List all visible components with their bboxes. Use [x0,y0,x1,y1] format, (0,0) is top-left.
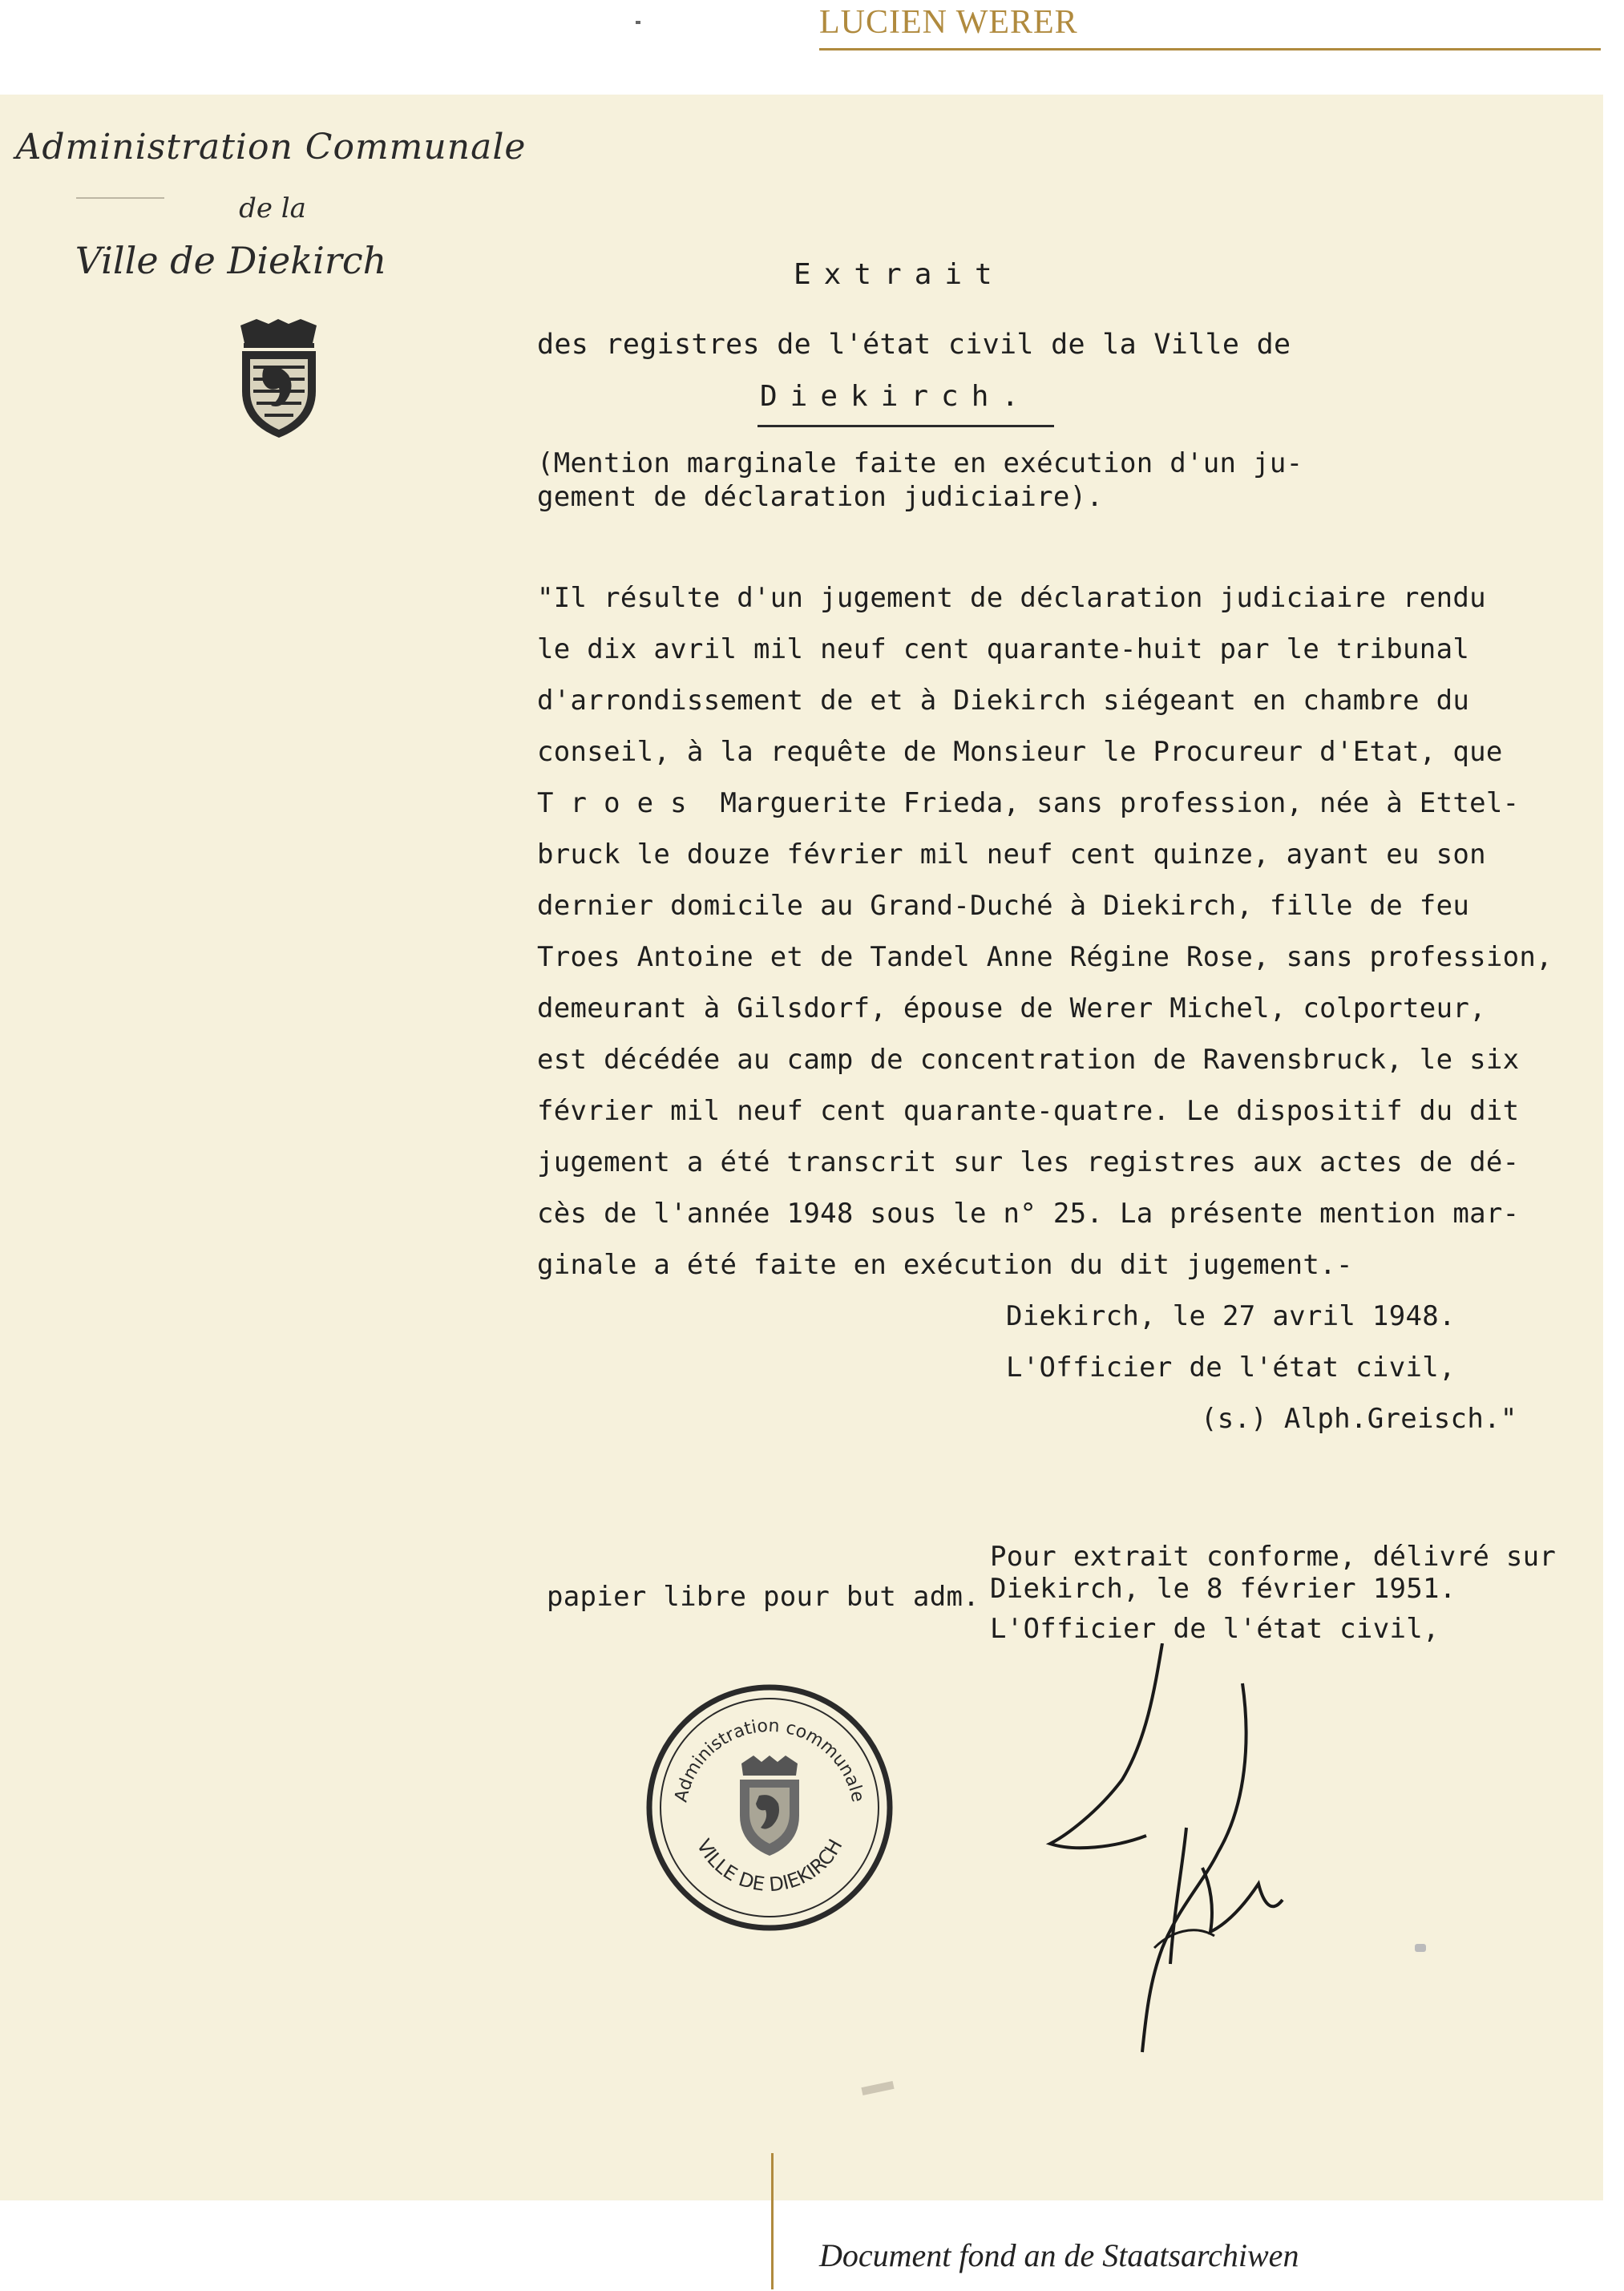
body-line-10: est décédée au camp de concentration de Ravensbruck, le six [537,1044,1520,1076]
officer-title: L'Officier de l'état civil, [1006,1352,1456,1384]
handwritten-signature [1042,1643,1331,2060]
certification-line-3: L'Officier de l'état civil, [990,1613,1440,1645]
letterhead-line-1: Administration Communale [15,127,527,168]
scan-speck [636,21,640,24]
body-line-4: conseil, à la requête de Monsieur le Procureur d'Etat, que [537,736,1503,768]
coat-of-arms-icon [232,319,325,439]
mention-line-1: (Mention marginale faite en exécution d'un ju- [537,447,1303,479]
mention-line-2: gement de déclaration judiciaire). [537,481,1104,513]
body-line-14: ginale a été faite en exécution du dit jugement.- [537,1249,1353,1281]
certification-line-2-right: Diekirch, le 8 février 1951. [990,1573,1456,1605]
body-line-9: demeurant à Gilsdorf, épouse de Werer Michel, colporteur, [537,992,1486,1024]
body-line-11: février mil neuf cent quarante-quatre. Le dispositif du dit [537,1095,1520,1127]
signed-name: (s.) Alph.Greisch." [1201,1403,1517,1435]
footer-caption: Document fond an de Staatsarchiwen [819,2237,1299,2273]
letterhead-line-2: de la [239,192,306,224]
official-stamp [637,1675,902,1940]
header-rule [819,48,1601,51]
document-city: Diekirch. [760,380,1032,413]
document-title: Extrait [794,258,1005,291]
document-subtitle: des registres de l'état civil de la Ville de [537,329,1291,361]
place-date: Diekirch, le 27 avril 1948. [1006,1300,1456,1332]
body-line-12: jugement a été transcrit sur les registres aux actes de dé- [537,1146,1520,1178]
body-line-6: bruck le douze février mil neuf cent quinze, ayant eu son [537,838,1486,871]
title-underline [757,425,1054,427]
footer-rule [771,2153,774,2289]
body-line-5: T r o e s Marguerite Frieda, sans profession, née à Ettel- [537,787,1520,819]
certification-line-2-left: papier libre pour but adm. [547,1581,980,1613]
page-header-author: LUCIEN WERER [819,4,1078,41]
body-line-7: dernier domicile au Grand-Duché à Diekirch, fille de feu [537,890,1470,922]
body-line-8: Troes Antoine et de Tandel Anne Régine Rose, sans profession, [537,941,1553,973]
body-line-2: le dix avril mil neuf cent quarante-huit par le tribunal [537,633,1470,665]
body-line-13: cès de l'année 1948 sous le n° 25. La présente mention mar- [537,1198,1520,1230]
body-line-3: d'arrondissement de et à Diekirch siégeant en chambre du [537,685,1470,717]
stamp-bottom-text: VILLE DE DIEKIRCH [692,1835,847,1897]
stamp-top-text: Administration communale [671,1715,868,1804]
body-line-1: "Il résulte d'un jugement de déclaration judiciaire rendu [537,582,1486,614]
certification-line-1: Pour extrait conforme, délivré sur [990,1541,1557,1573]
letterhead-line-3: Ville de Diekirch [75,239,387,282]
scan-speck [1415,1944,1426,1952]
